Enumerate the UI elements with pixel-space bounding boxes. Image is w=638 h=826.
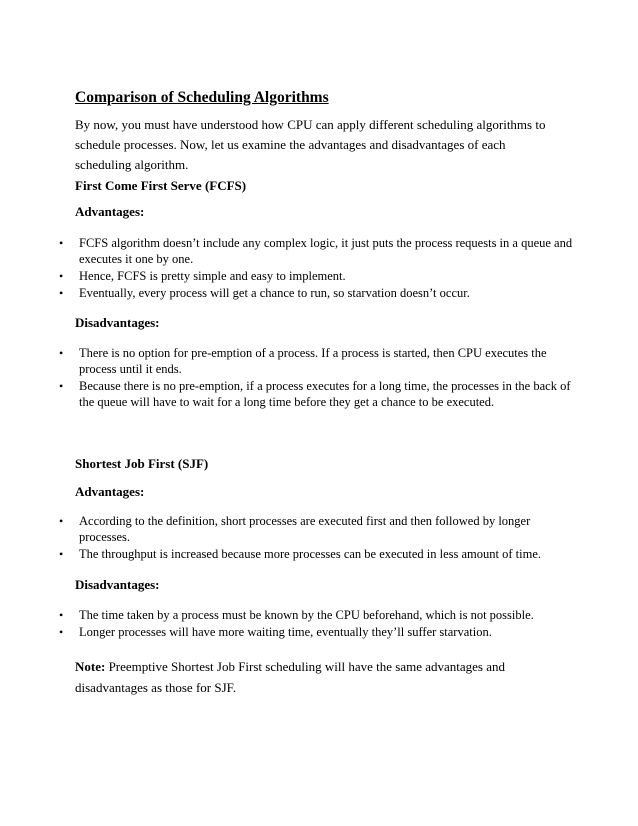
list-item: • Longer processes will have more waiting time, eventually they’ll suffer starvation.	[59, 625, 492, 639]
bullet-icon: •	[59, 236, 64, 250]
sjf-advantages-list	[0, 513, 575, 563]
bullet-icon: •	[59, 514, 64, 528]
bullet-icon: •	[59, 608, 64, 622]
sjf-heading: Shortest Job First (SJF)	[75, 456, 209, 471]
fcfs-advantages-label: Advantages:	[75, 204, 145, 219]
fcfs-disadvantages-label: Disadvantages:	[75, 315, 160, 330]
list-item: • There is no option for pre-emption of a process. If a process is started, then CPU executes the process until it ends.	[59, 346, 547, 376]
sjf-disadvantages-label: Disadvantages:	[75, 577, 160, 592]
list-item: • The throughput is increased because more processes can be executed in less amount of time.	[59, 547, 541, 561]
list-item: • Hence, FCFS is pretty simple and easy to implement.	[59, 269, 346, 283]
note-text: Preemptive Shortest Job First scheduling will have the same advantages and disadvantages as those for SJF.	[75, 659, 505, 695]
bullet-icon: •	[59, 625, 64, 639]
fcfs-heading: First Come First Serve (FCFS)	[75, 178, 247, 193]
list-item: • According to the definition, short processes are executed first and then followed by longer processes.	[59, 514, 531, 544]
list-item: • FCFS algorithm doesn’t include any complex logic, it just puts the process requests in a queue and executes it one by one.	[59, 236, 573, 266]
bullet-icon: •	[59, 547, 64, 561]
bullet-icon: •	[59, 346, 64, 360]
list-item: • Because there is no pre-emption, if a process executes for a long time, the processes in the back of the queue will have to wait for a long time before they get a chance to be executed.	[59, 379, 571, 409]
list-item: • Eventually, every process will get a chance to run, so starvation doesn’t occur.	[59, 286, 470, 300]
sjf-advantages-label: Advantages:	[75, 484, 145, 499]
page-title: Comparison of Scheduling Algorithms	[75, 89, 329, 106]
bullet-icon: •	[59, 379, 64, 393]
intro-paragraph: By now, you must have understood how CPU can apply different scheduling algorithms to schedule processes. Now, let us examine the advantages and disadvantages of each scheduling algorithm.	[75, 117, 546, 172]
list-item: • The time taken by a process must be known by the CPU beforehand, which is not possible.	[59, 608, 534, 622]
fcfs-advantages-list	[0, 235, 575, 302]
fcfs-disadvantages-list	[0, 345, 575, 411]
sjf-disadvantages-list	[0, 607, 575, 641]
bullet-icon: •	[59, 286, 64, 300]
note-label: Note:	[75, 659, 106, 674]
bullet-icon: •	[59, 269, 64, 283]
note-paragraph	[75, 656, 570, 698]
